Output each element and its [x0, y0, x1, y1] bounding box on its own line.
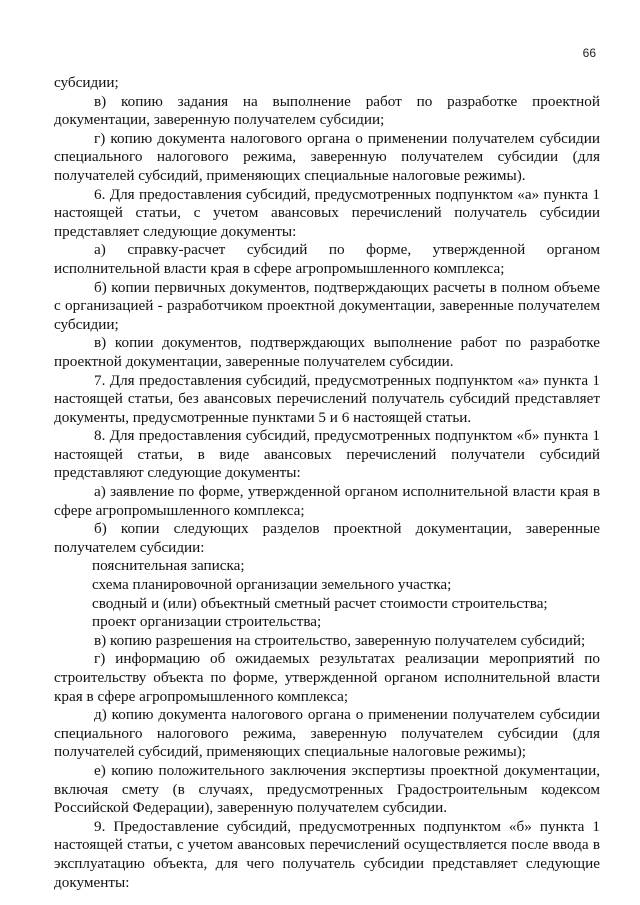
paragraph: а) заявление по форме, утвержденной органом исполнительной власти края в сфере агропромышленного комплекса;: [54, 483, 600, 519]
paragraph: 9. Предоставление субсидий, предусмотренных подпунктом «б» пункта 1 настоящей статьи, с учетом авансовых перечислений осуществляется после ввода в эксплуатацию объекта, для чего получатель субсидии представляет следующие документы:: [54, 817, 600, 891]
paragraph: 6. Для предоставления субсидий, предусмотренных подпунктом «а» пункта 1 настоящей статьи, с учетом авансовых перечислений получатель субсидии представляет следующие документы:: [54, 185, 600, 240]
paragraph: е) копию положительного заключения экспертизы проектной документации, включая смету (в случаях, предусмотренных Градостроительным кодексом Российской Федерации), заверенную получателем субсидии.: [54, 761, 600, 817]
paragraph: б) копии следующих разделов проектной документации, заверенные получателем субсидии:: [54, 520, 600, 556]
paragraph: 8. Для предоставления субсидий, предусмотренных подпунктом «б» пункта 1 настоящей статьи, в виде авансовых перечислений получатели субсидий представляют следующие документы:: [54, 427, 600, 482]
paragraph: в) копию задания на выполнение работ по разработке проектной документации, заверенную получателем субсидии;: [54, 92, 600, 129]
paragraph: б) копии первичных документов, подтверждающих расчеты в полном объеме с организацией - разработчиком проектной документации, заверенные получателем субсидии;: [54, 278, 600, 333]
paragraph: г) информацию об ожидаемых результатах реализации мероприятий по строительству объекта по форме, утвержденной органом исполнительной власти края в сфере агропромышленного комплекса;: [54, 650, 600, 705]
paragraph: 7. Для предоставления субсидий, предусмотренных подпунктом «а» пункта 1 настоящей статьи, без авансовых перечислений получатель субсидий представляет документы, предусмотренные пунктами 5 и 6 настоящей статьи.: [54, 371, 600, 426]
page-number: 66: [582, 46, 596, 60]
paragraph: д) копию документа налогового органа о применении получателем субсидии специального налогового режима, заверенную получателем субсидии (для получателей субсидий, применяющих специальные налоговые режимы);: [54, 706, 600, 761]
document-body: [54, 74, 600, 892]
paragraph: субсидии;: [54, 74, 119, 91]
paragraph: г) копию документа налогового органа о применении получателем субсидии специального налогового режима, заверенную получателем субсидии (для получателей субсидий, применяющих специальные налоговые режимы).: [54, 129, 600, 184]
list-item: проект организации строительства;: [92, 613, 322, 631]
paragraph: в) копию разрешения на строительство, заверенную получателем субсидий;: [94, 631, 586, 649]
list-item: пояснительная записка;: [92, 557, 245, 575]
list-item: схема планировочной организации земельного участка;: [92, 576, 452, 594]
paragraph: в) копии документов, подтверждающих выполнение работ по разработке проектной документации, заверенные получателем субсидии.: [54, 334, 600, 370]
paragraph: а) справку-расчет субсидий по форме, утвержденной органом исполнительной власти края в сфере агропромышленного комплекса;: [54, 241, 600, 277]
list-item: сводный и (или) объектный сметный расчет стоимости строительства;: [92, 594, 548, 612]
